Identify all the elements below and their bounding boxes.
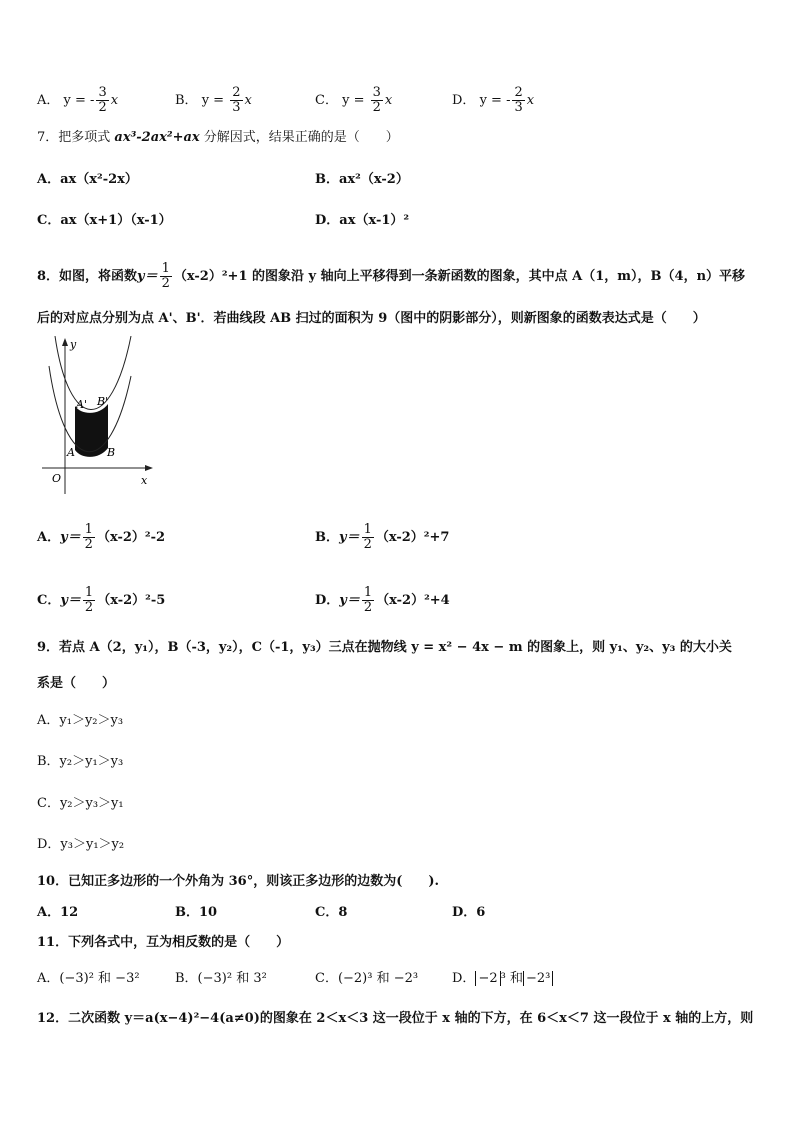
label-origin: O [52,472,62,485]
q7-option-b [315,170,409,190]
denominator: 2 [98,100,107,115]
stem-text: 9．若点 A（2，y₁），B（-3，y₂），C（-1，y₃）三点在抛物线 y = x² − 4x − m 的图象上，则 y₁、y₂、y₃ 的大小关 [37,640,732,655]
label-b: B [107,446,116,459]
fraction [83,523,95,552]
option-text: ax（x+1）（x-1） [60,213,172,228]
option-text: C．8 [315,905,348,920]
stem-text: 11．下列各式中，互为相反数的是（ ） [37,935,290,950]
q10-stem [37,872,439,892]
q8-option-b [315,523,449,552]
q9-option-a [37,711,123,731]
numerator: 1 [161,261,170,276]
q8-option-d [315,586,450,615]
q8-figure [37,336,157,496]
denominator: 3 [514,100,523,115]
option-text: （x-2）²+4 [376,593,450,608]
option-expr: y = - [479,93,511,108]
option-text: （x-2）²-2 [96,530,166,545]
option-text: D．y₃＞y₁＞y₂ [37,837,125,852]
option-text: （x-2）²-5 [97,593,166,608]
option-expr: y = [201,93,229,108]
label-b-prime: B' [97,395,109,408]
option-text: （x-2）²+7 [375,530,450,545]
q12-stem [37,1009,753,1029]
q11-option-d [452,969,553,989]
variable: x [244,93,252,108]
option-text: A．(−3)² 和 −3² [37,971,140,986]
variable: x [384,93,393,108]
option-text: ³ 和 [500,971,523,986]
q8-option-a [37,523,165,552]
q11-stem [37,933,289,953]
absolute-value: −2³ [523,971,553,986]
numerator: 2 [514,85,523,100]
q11-option-a [37,969,140,989]
q11-option-c [315,969,418,989]
variable: x [110,93,119,108]
option-label: D． [452,93,476,108]
label-a-prime: A' [76,398,87,411]
q7-stem [37,128,399,148]
q6-option-d [452,86,534,115]
option-label: D． [452,971,476,986]
y-axis-arrow [62,338,68,346]
q10-option-a [37,903,78,923]
numerator: 1 [84,522,93,537]
numerator: 3 [98,85,107,100]
option-label: B． [315,172,339,187]
q6-option-c [315,86,392,115]
denominator: 2 [84,600,94,615]
denominator: 2 [363,537,372,552]
denominator: 3 [232,100,241,115]
numerator: 2 [232,85,241,100]
q10-option-b [175,903,217,923]
numerator: 1 [363,585,373,600]
fraction [362,586,374,615]
option-text: C．(−2)³ 和 −2³ [315,971,419,986]
option-expr: y = [342,93,369,108]
option-label: C． [37,593,61,608]
variable: x [526,93,535,108]
q8-option-c [37,586,165,615]
option-expr: y = - [63,93,95,108]
label-x: x [141,474,148,487]
fraction [160,262,172,291]
option-label: D． [315,593,340,608]
denominator: 2 [372,100,381,115]
option-label: B． [175,93,198,108]
numerator: 1 [84,585,94,600]
stem-text: 12．二次函数 y＝a(x−4)²−4(a≠0)的图象在 2＜x＜3 这一段位于 x 轴的下方，在 6＜x＜7 这一段位于 x 轴的上方，则 [37,1011,754,1026]
function-lhs: y＝ [60,530,81,545]
label-a: A [67,446,75,459]
function-lhs: y＝ [137,269,158,284]
option-text: B．(−3)² 和 3² [175,971,267,986]
q11-option-b [175,969,267,989]
option-label: A． [37,172,61,187]
q6-option-b [175,86,252,115]
q9-stem-line1 [37,638,732,658]
x-axis-arrow [145,465,153,471]
denominator: 2 [161,276,170,291]
absolute-value: −2 [475,971,500,986]
fraction [371,86,383,115]
option-label: C． [37,213,61,228]
function-lhs: y＝ [339,530,360,545]
label-y: y [70,338,77,351]
q9-option-d [37,835,124,855]
function-lhs: y＝ [60,593,81,608]
fraction [512,86,524,115]
option-text: B．y₂＞y₁＞y₃ [37,754,124,769]
stem-text: 系是（ ） [37,676,116,691]
upper-parabola [55,336,131,410]
option-label: B． [315,530,339,545]
option-text: C．y₂＞y₃＞y₁ [37,796,124,811]
option-text: ax²（x-2） [339,172,409,187]
option-text: B．10 [175,905,218,920]
stem-text: 分解因式，结果正确的是（ ） [199,130,399,145]
stem-text: （x-2）²+1 的图象沿 y 轴向上平移得到一条新函数的图象，其中点 A（1，m），B（4，n）平移 [173,269,746,284]
q8-stem-line2 [37,309,706,329]
q9-option-c [37,794,124,814]
function-lhs: y＝ [339,593,360,608]
q9-option-b [37,752,123,772]
q10-option-c [315,903,347,923]
fraction [362,523,374,552]
denominator: 2 [84,537,93,552]
polynomial: ax³-2ax²+ax [114,130,200,145]
q9-stem-line2 [37,674,115,694]
q10-option-d [452,903,485,923]
option-label: C． [315,93,338,108]
option-label: A． [37,93,60,108]
stem-text: 后的对应点分别为点 A'、B'．若曲线段 AB 扫过的面积为 9（图中的阴影部分），则新图象的函数表达式是（ ） [37,311,706,326]
stem-text: 7．把多项式 [37,130,115,145]
fraction [83,586,95,615]
q7-option-c [37,211,172,231]
option-label: D． [315,213,340,228]
q6-option-a [37,86,118,115]
stem-text: 8．如图，将函数 [37,269,138,284]
numerator: 3 [372,85,381,100]
q7-option-a [37,170,138,190]
option-text: D．6 [452,905,486,920]
fraction [230,86,242,115]
option-text: ax（x-1）² [339,213,410,228]
option-text: A．y₁＞y₂＞y₃ [37,713,124,728]
denominator: 2 [363,600,373,615]
option-label: A． [37,530,61,545]
fraction [96,86,108,115]
option-text: A．12 [37,905,79,920]
q7-option-d [315,211,409,231]
stem-text: 10．已知正多边形的一个外角为 36°，则该正多边形的边数为( ). [37,874,440,889]
q8-stem-line1 [37,262,745,291]
option-text: ax（x²-2x） [60,172,138,187]
numerator: 1 [363,522,372,537]
